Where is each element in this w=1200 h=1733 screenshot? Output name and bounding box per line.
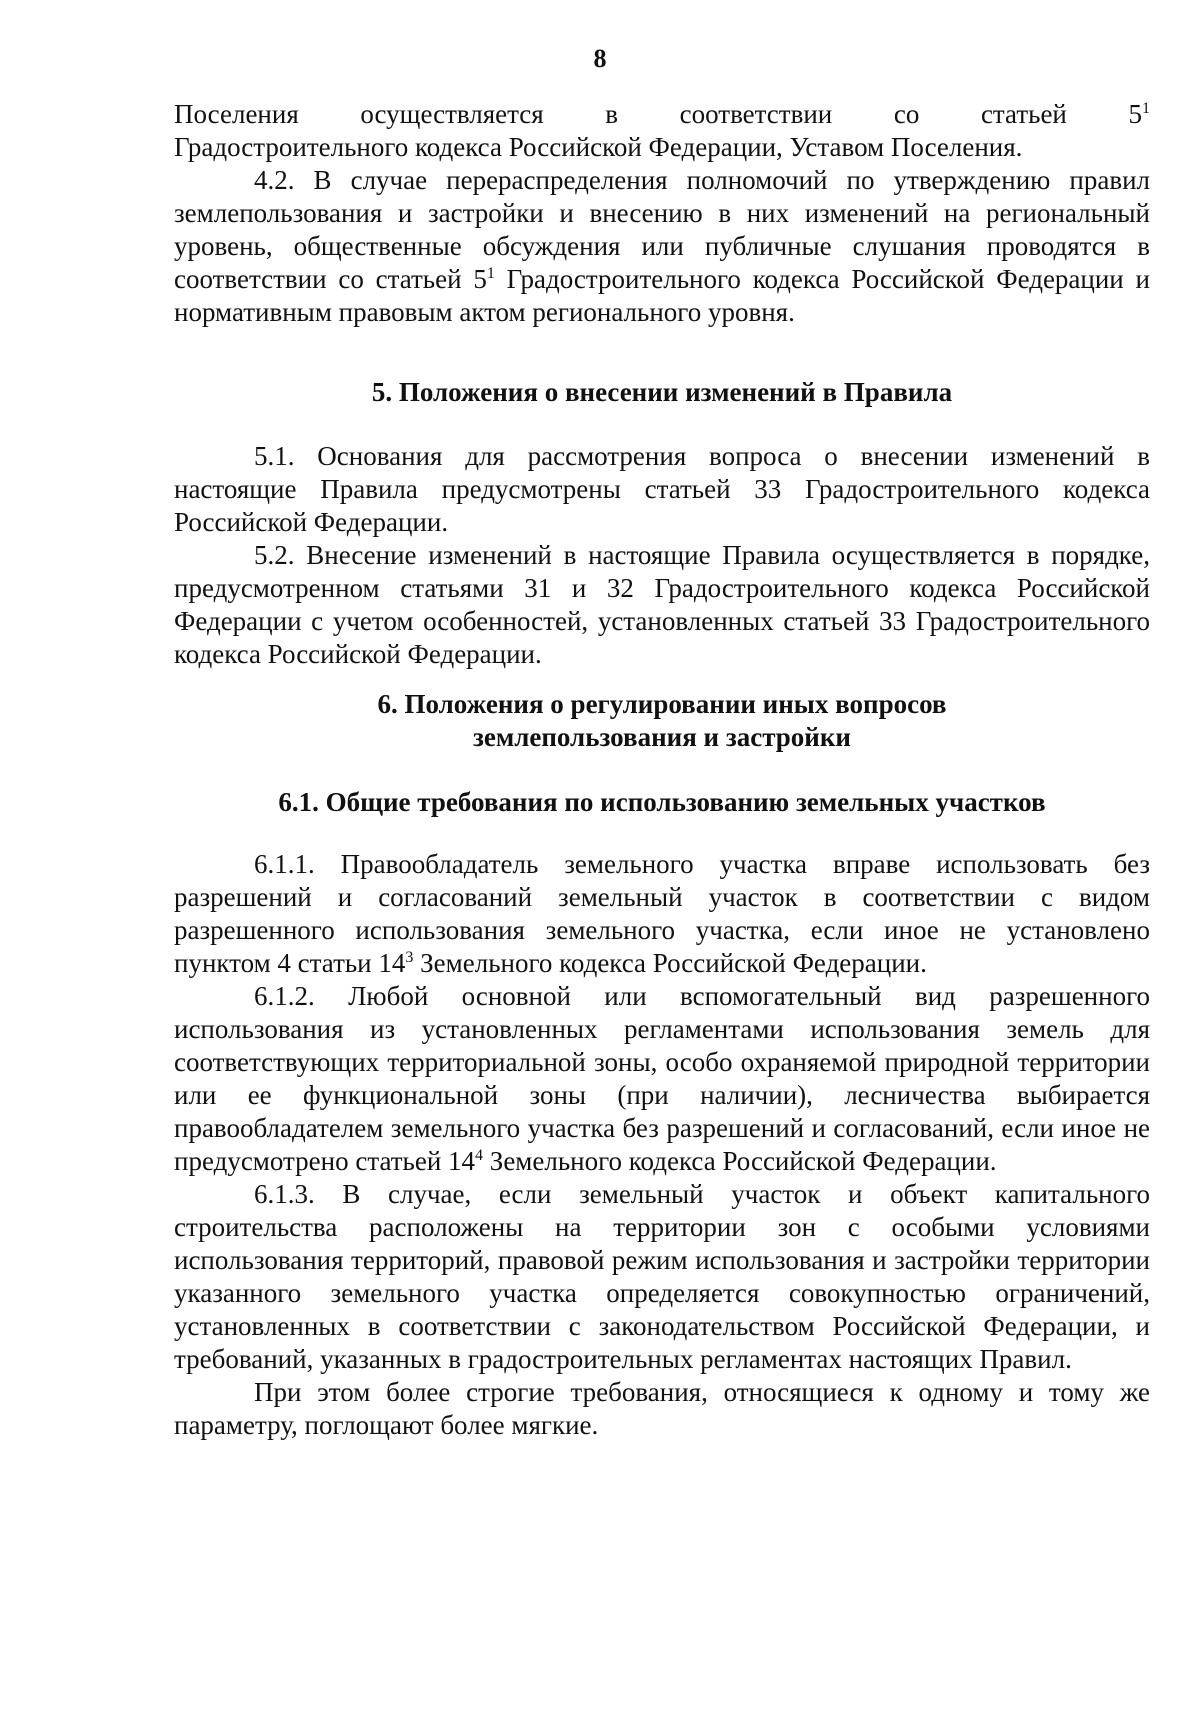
text-span: 4.2. В случае перераспределения полномочий по утверждению правил землепользования и застройки и внесению в них изменений на региональный уровень, общественные обсуждения или публичные слушания проводятся в соответствии со статьей 5 <box>174 165 1150 294</box>
section-5-heading: 5. Положения о внесении изменений в Правила <box>371 377 953 407</box>
paragraph-5-1: 5.1. Основания для рассмотрения вопроса о внесении изменений в настоящие Правила предусмотрены статьей 33 Градостроительного кодекса Российской Федерации. <box>174 441 1150 537</box>
paragraph-continuation-line1 <box>174 98 1150 131</box>
paragraph-6-1-1 <box>174 848 1150 980</box>
paragraph-6-1-3: 6.1.3. В случае, если земельный участок и объект капитального строительства расположены на территории зон с особыми условиями использования территорий, правовой режим использования и застройки территории указанного земельного участка определяется совокупностью ограничений, установленных в соответствии с законодательством Российской Федерации, и требований, указанных в градостроительных регламентах настоящих Правил. <box>174 1179 1150 1374</box>
section-6-heading-line1: 6. Положения о регулировании иных вопросов <box>377 689 947 719</box>
section-6-body <box>174 848 1150 1442</box>
text-span: 6.1.1. Правообладатель земельного участка вправе использовать без разрешений и согласований земельный участок в соответствии с видом разрешенного использования земельного участка, если иное не установлено пунктом 4 статьи 14 <box>174 849 1150 978</box>
paragraph-5-2: 5.2. Внесение изменений в настоящие Правила осуществляется в порядке, предусмотренном статьями 31 и 32 Градостроительного кодекса Российской Федерации с учетом особенностей, установленных статьей 33 Градостроительного кодекса Российской Федерации. <box>174 540 1150 669</box>
paragraph-6-1-2 <box>174 980 1150 1178</box>
text-span: Земельного кодекса Российской Федерации. <box>413 948 927 978</box>
superscript: 1 <box>486 265 495 282</box>
text-span: Градостроительного кодекса Российской Федерации и нормативным правовым актом регионального уровня. <box>174 264 1150 327</box>
subsection-6-1-heading: 6.1. Общие требования по использованию земельных участков <box>278 787 1046 817</box>
paragraph-4-2 <box>174 164 1150 329</box>
intro-block <box>174 98 1150 329</box>
text-span: 6.1.2. Любой основной или вспомогательный вид разрешенного использования из установленных регламентами использования земель для соответствующих территориальной зоны, особо охраняемой природной территории или ее функциональной зоны (при наличии), лесничества выбирается правообладателем земельного участка без разрешений и согласований, если иное не предусмотрено статьей 14 <box>174 981 1150 1176</box>
text-span: Поселения осуществляется в соответствии со статьей 5 <box>174 99 1142 129</box>
section-6-heading <box>174 688 1150 754</box>
text-span: Земельного кодекса Российской Федерации. <box>483 1146 997 1176</box>
page-number: 8 <box>593 44 607 73</box>
section-5-body <box>174 440 1150 671</box>
superscript: 1 <box>1142 100 1150 117</box>
paragraph-note: При этом более строгие требования, относящиеся к одному и тому же параметру, поглощают более мягкие. <box>174 1377 1150 1440</box>
paragraph-continuation-line2: Градостроительного кодекса Российской Федерации, Уставом Поселения. <box>174 132 1023 162</box>
superscript: 4 <box>475 1147 484 1164</box>
superscript: 3 <box>405 949 414 966</box>
section-6-heading-line2: землепользования и застройки <box>473 722 851 752</box>
